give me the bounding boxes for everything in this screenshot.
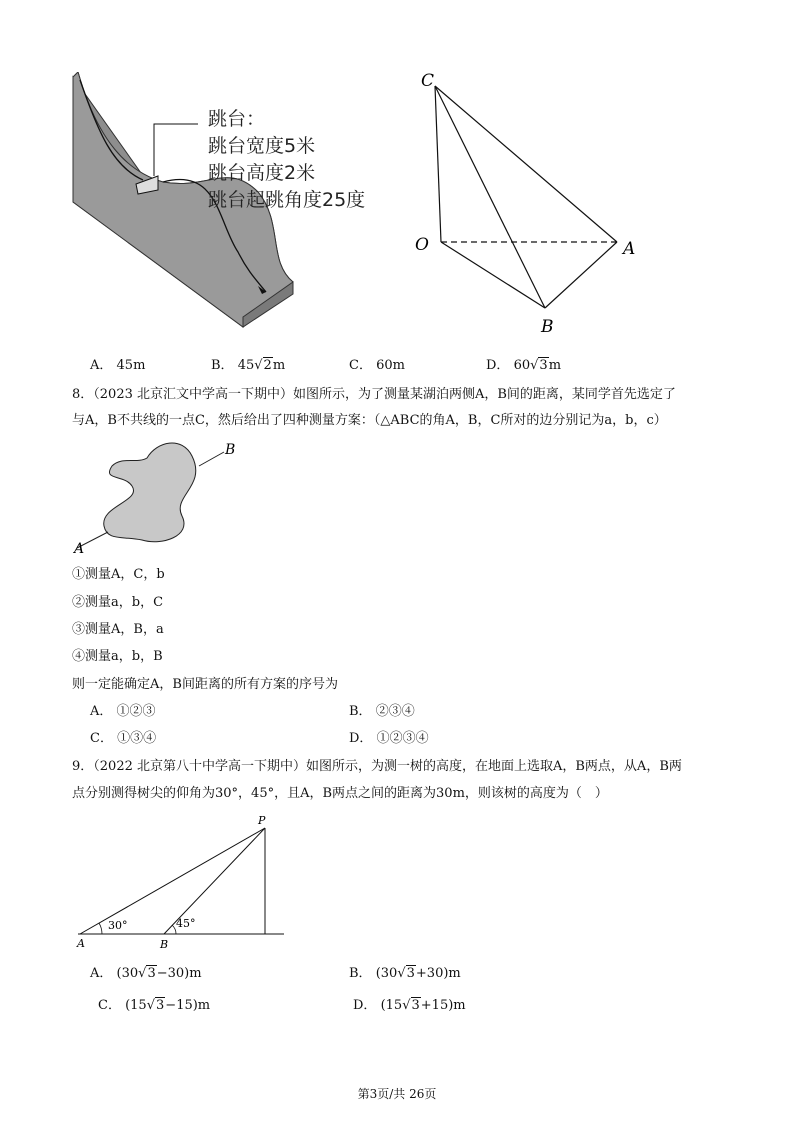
q8-ask: 则一定能确定A，B间距离的所有方案的序号为 (72, 677, 338, 692)
angle-30-label: 30° (108, 919, 128, 932)
page-footer: 第3页/共 26页 (357, 1087, 437, 1101)
angle-45-label: 45° (176, 917, 196, 930)
q8-stem-line1: 8．（2023 北京汇文中学高一下期中）如图所示，为了测量某湖泊两侧A，B间的距离，某同学首先选定了 (72, 387, 676, 402)
label-b: B (225, 442, 236, 458)
q8-option-d: D． ①②③④ (349, 731, 429, 746)
label-c: C (421, 71, 435, 91)
label-b: B (541, 317, 554, 337)
q8-option-a: A． ①②③ (90, 704, 156, 719)
q7-option-a: A． 45m (90, 358, 146, 373)
q8-scheme-3: ③测量A，B，a (72, 622, 164, 637)
q9-option-c: C． (15√3−15)m (98, 998, 211, 1013)
q9-option-a: A． (30√3−30)m (90, 966, 202, 981)
q8-scheme-2: ②测量a，b，C (72, 595, 164, 610)
label-a: A (623, 239, 636, 259)
ski-callout (208, 106, 365, 214)
label-b: B (160, 938, 169, 951)
q7-option-d: D． 60√3m (486, 358, 562, 373)
q8-scheme-1: ①测量A，C，b (72, 567, 165, 582)
q7-option-c: C． 60m (349, 358, 405, 373)
q9-stem-line1: 9．（2022 北京第八十中学高一下期中）如图所示，为测一树的高度，在地面上选取A，B两点，从A，B两 (72, 759, 682, 774)
callout-line: 跳台起跳角度25度 (208, 189, 366, 211)
q8-stem-line2: 与A，B不共线的一点C，然后给出了四种测量方案：（△ABC的角A，B，C所对的边分别记为a，b，c） (72, 413, 667, 428)
callout-line: 跳台高度2米 (208, 162, 316, 184)
tree-figure (72, 812, 292, 954)
lake-figure (72, 436, 242, 558)
q9-stem-line2: 点分别测得树尖的仰角为30°，45°，且A，B两点之间的距离为30m，则该树的高度为（ ） (72, 786, 608, 801)
label-p: P (258, 814, 266, 827)
callout-line: 跳台： (208, 108, 266, 130)
label-a: A (77, 937, 85, 950)
q8-scheme-4: ④测量a，b，B (72, 649, 163, 664)
q8-option-b: B． ②③④ (349, 704, 415, 719)
callout-line: 跳台宽度5米 (208, 135, 316, 157)
q7-option-b: B． 45√2m (211, 358, 286, 373)
q9-option-b: B． (30√3+30)m (349, 966, 461, 981)
tetrahedron-figure (405, 66, 655, 341)
q8-option-c: C． ①③④ (90, 731, 157, 746)
label-o: O (415, 235, 429, 255)
q9-option-d: D． (15√3+15)m (353, 998, 466, 1013)
label-a: A (74, 541, 85, 557)
